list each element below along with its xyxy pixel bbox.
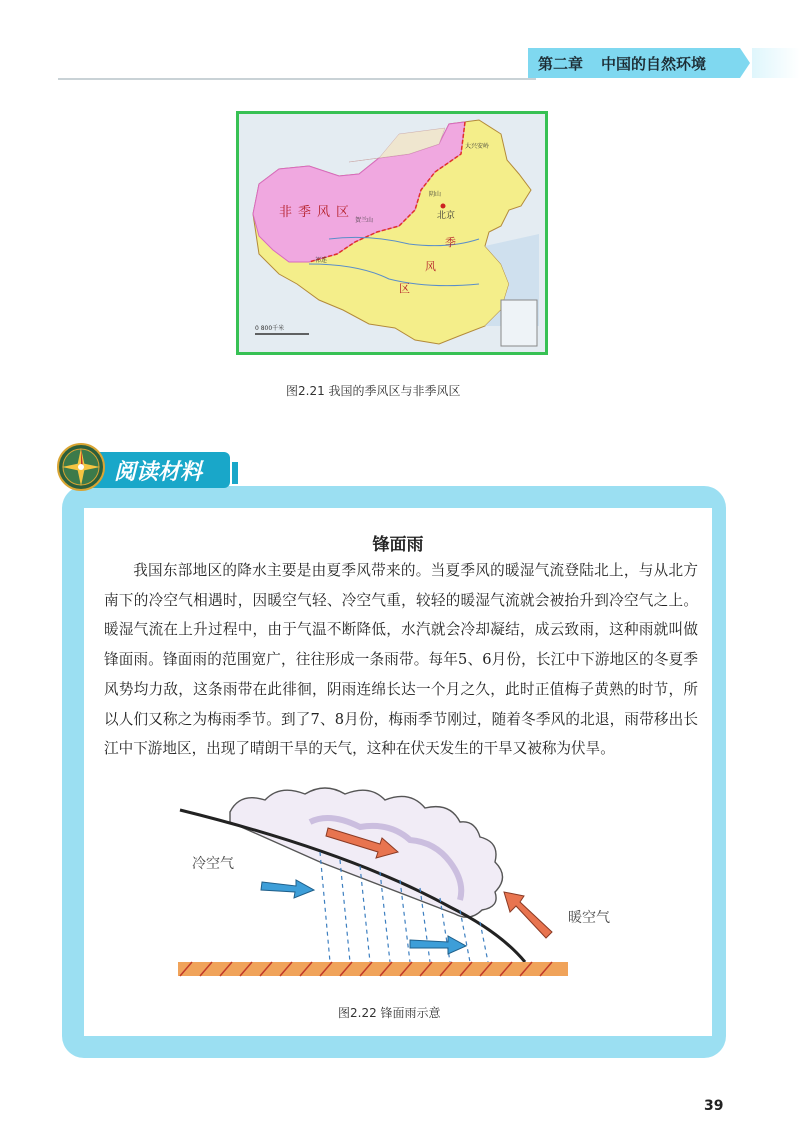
header-rule — [58, 78, 536, 80]
label-scale: 0 800千米 — [255, 325, 285, 332]
article-body — [104, 556, 698, 764]
reading-label-tail — [232, 462, 238, 484]
label-daxinganling: 大兴安岭 — [465, 143, 490, 150]
article-paragraph: 我国东部地区的降水主要是由夏季风带来的。当夏季风的暖湿气流登陆北上，与从北方南下的冷空气相遇时，因暖空气轻、冷空气重，较轻的暖湿气流就会被抬升到冷空气之上。暖湿气流在上升过程中，由于气温不断降低，水汽就会冷却凝结，成云致雨，这种雨就叫做锋面雨。锋面雨的范围宽广，往往形成一条雨带。每年5、6月份，长江中下游地区的冬夏季风势均力敌，这条雨带在此徘徊，阴雨连绵长达一个月之久，此时正值梅子黄熟的时节，所以人们又称之为梅雨季节。到了7、8月份，梅雨季节刚过，随着冬季风的北退，雨带移出长江中下游地区，出现了晴朗干旱的天气，这种在伏天发生的干旱又被称为伏旱。 — [104, 562, 698, 758]
label-non-monsoon: 非季风区 — [279, 205, 356, 220]
monsoon-map — [236, 111, 548, 355]
header-fade — [752, 48, 800, 78]
label-monsoon-2: 风 — [425, 260, 436, 273]
label-yinshan: 阴山 — [429, 191, 442, 198]
label-qilian: 祁连 — [315, 257, 328, 264]
figure2-caption: 图2.22 锋面雨示意 — [338, 1006, 441, 1020]
cold-air-arrow-icon-2 — [410, 936, 466, 954]
chapter-header — [528, 48, 740, 78]
label-monsoon-3: 区 — [399, 282, 410, 295]
compass-icon — [56, 442, 106, 492]
label-beijing: 北京 — [437, 211, 456, 221]
frontal-rain-diagram — [170, 782, 640, 982]
label-helan: 贺兰山 — [355, 217, 374, 224]
label-monsoon-1: 季 — [445, 236, 456, 249]
chapter-number: 第二章 — [538, 54, 584, 73]
page-number: 39 — [704, 1098, 724, 1114]
reading-material-label: 阅读材料 — [92, 452, 230, 488]
cold-air-arrow-icon — [261, 880, 314, 898]
chapter-title: 中国的自然环境 — [601, 54, 707, 73]
label-cold-air: 冷空气 — [192, 856, 234, 872]
article-title: 锋面雨 — [372, 535, 424, 555]
header-arrow-icon — [740, 48, 750, 78]
figure1-caption: 图2.21 我国的季风区与非季风区 — [286, 384, 461, 398]
label-warm-air: 暖空气 — [568, 910, 610, 926]
warm-air-arrow-icon-2 — [504, 892, 552, 938]
